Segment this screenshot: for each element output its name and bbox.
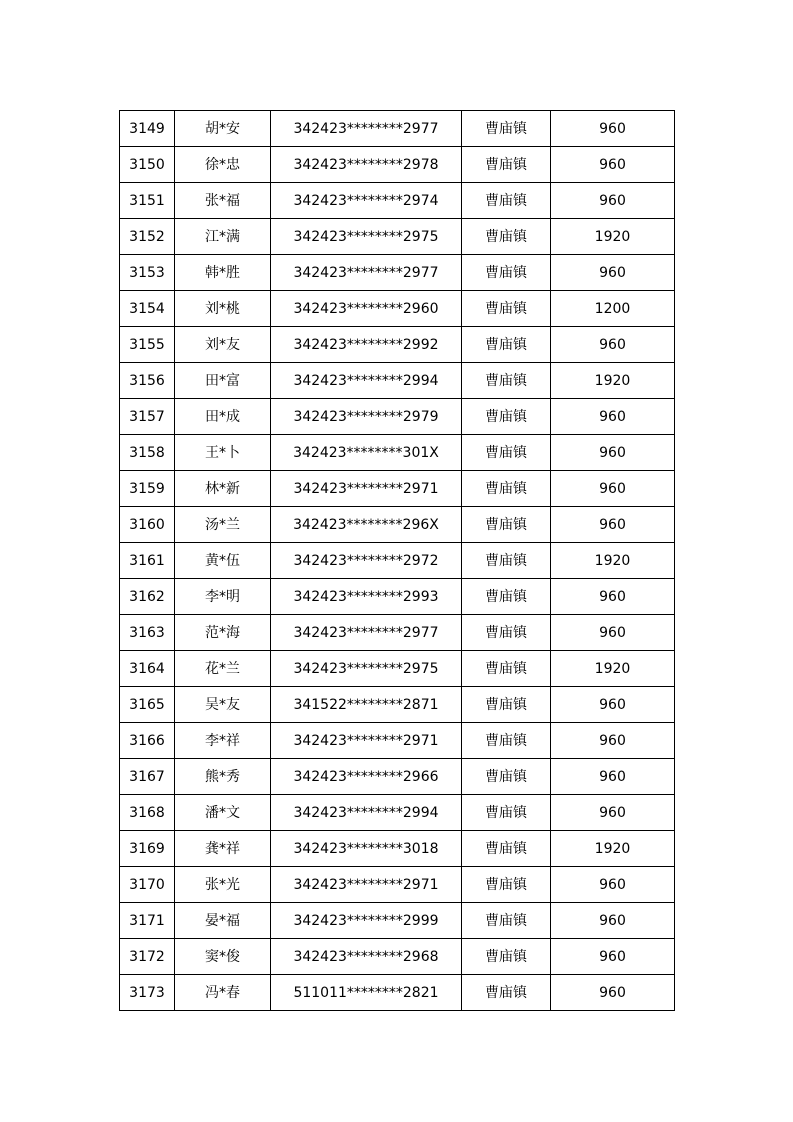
id-number-cell: 342423********3018 (271, 831, 462, 867)
table-row (120, 903, 675, 939)
row-number-cell: 3149 (120, 111, 175, 147)
town-cell: 曹庙镇 (462, 975, 551, 1011)
id-number-cell: 342423********2994 (271, 795, 462, 831)
name-cell: 潘*文 (175, 795, 271, 831)
name-cell: 林*新 (175, 471, 271, 507)
table-row (120, 615, 675, 651)
row-number-cell: 3167 (120, 759, 175, 795)
roster-table-body (120, 111, 675, 1011)
table-row (120, 291, 675, 327)
name-cell: 江*满 (175, 219, 271, 255)
town-cell: 曹庙镇 (462, 399, 551, 435)
id-number-cell: 342423********2978 (271, 147, 462, 183)
row-number-cell: 3151 (120, 183, 175, 219)
row-number-cell: 3162 (120, 579, 175, 615)
amount-cell: 960 (551, 759, 675, 795)
row-number-cell: 3161 (120, 543, 175, 579)
id-number-cell: 342423********2977 (271, 111, 462, 147)
id-number-cell: 342423********2971 (271, 723, 462, 759)
table-row (120, 219, 675, 255)
amount-cell: 960 (551, 147, 675, 183)
name-cell: 田*成 (175, 399, 271, 435)
amount-cell: 1200 (551, 291, 675, 327)
town-cell: 曹庙镇 (462, 111, 551, 147)
town-cell: 曹庙镇 (462, 435, 551, 471)
town-cell: 曹庙镇 (462, 939, 551, 975)
id-number-cell: 342423********301X (271, 435, 462, 471)
row-number-cell: 3166 (120, 723, 175, 759)
row-number-cell: 3170 (120, 867, 175, 903)
town-cell: 曹庙镇 (462, 579, 551, 615)
id-number-cell: 511011********2821 (271, 975, 462, 1011)
row-number-cell: 3160 (120, 507, 175, 543)
amount-cell: 960 (551, 975, 675, 1011)
id-number-cell: 342423********296X (271, 507, 462, 543)
amount-cell: 960 (551, 795, 675, 831)
amount-cell: 1920 (551, 363, 675, 399)
row-number-cell: 3169 (120, 831, 175, 867)
id-number-cell: 342423********2975 (271, 219, 462, 255)
id-number-cell: 342423********2977 (271, 255, 462, 291)
id-number-cell: 342423********2971 (271, 867, 462, 903)
name-cell: 吴*友 (175, 687, 271, 723)
table-row (120, 507, 675, 543)
town-cell: 曹庙镇 (462, 507, 551, 543)
name-cell: 黄*伍 (175, 543, 271, 579)
town-cell: 曹庙镇 (462, 831, 551, 867)
name-cell: 张*福 (175, 183, 271, 219)
town-cell: 曹庙镇 (462, 183, 551, 219)
table-row (120, 687, 675, 723)
id-number-cell: 342423********2975 (271, 651, 462, 687)
town-cell: 曹庙镇 (462, 903, 551, 939)
id-number-cell: 342423********2977 (271, 615, 462, 651)
table-row (120, 759, 675, 795)
id-number-cell: 342423********2999 (271, 903, 462, 939)
id-number-cell: 342423********2993 (271, 579, 462, 615)
amount-cell: 960 (551, 327, 675, 363)
amount-cell: 960 (551, 183, 675, 219)
row-number-cell: 3153 (120, 255, 175, 291)
row-number-cell: 3164 (120, 651, 175, 687)
row-number-cell: 3157 (120, 399, 175, 435)
id-number-cell: 342423********2974 (271, 183, 462, 219)
name-cell: 窦*俊 (175, 939, 271, 975)
amount-cell: 960 (551, 579, 675, 615)
row-number-cell: 3173 (120, 975, 175, 1011)
name-cell: 刘*友 (175, 327, 271, 363)
row-number-cell: 3168 (120, 795, 175, 831)
table-row (120, 147, 675, 183)
town-cell: 曹庙镇 (462, 723, 551, 759)
name-cell: 徐*忠 (175, 147, 271, 183)
table-row (120, 435, 675, 471)
amount-cell: 1920 (551, 651, 675, 687)
id-number-cell: 341522********2871 (271, 687, 462, 723)
name-cell: 胡*安 (175, 111, 271, 147)
subsidy-roster-table (119, 110, 675, 1011)
table-row (120, 975, 675, 1011)
table-row (120, 723, 675, 759)
id-number-cell: 342423********2968 (271, 939, 462, 975)
amount-cell: 1920 (551, 543, 675, 579)
row-number-cell: 3155 (120, 327, 175, 363)
amount-cell: 960 (551, 723, 675, 759)
table-row (120, 579, 675, 615)
amount-cell: 960 (551, 903, 675, 939)
name-cell: 李*祥 (175, 723, 271, 759)
amount-cell: 960 (551, 255, 675, 291)
name-cell: 冯*春 (175, 975, 271, 1011)
id-number-cell: 342423********2960 (271, 291, 462, 327)
name-cell: 李*明 (175, 579, 271, 615)
town-cell: 曹庙镇 (462, 795, 551, 831)
amount-cell: 960 (551, 111, 675, 147)
row-number-cell: 3154 (120, 291, 175, 327)
name-cell: 晏*福 (175, 903, 271, 939)
row-number-cell: 3152 (120, 219, 175, 255)
town-cell: 曹庙镇 (462, 363, 551, 399)
amount-cell: 960 (551, 435, 675, 471)
name-cell: 王*卜 (175, 435, 271, 471)
row-number-cell: 3163 (120, 615, 175, 651)
town-cell: 曹庙镇 (462, 255, 551, 291)
amount-cell: 960 (551, 687, 675, 723)
table-row (120, 831, 675, 867)
town-cell: 曹庙镇 (462, 615, 551, 651)
row-number-cell: 3156 (120, 363, 175, 399)
table-row (120, 795, 675, 831)
town-cell: 曹庙镇 (462, 759, 551, 795)
name-cell: 刘*桃 (175, 291, 271, 327)
row-number-cell: 3171 (120, 903, 175, 939)
table-row (120, 363, 675, 399)
name-cell: 熊*秀 (175, 759, 271, 795)
amount-cell: 1920 (551, 831, 675, 867)
table-row (120, 543, 675, 579)
amount-cell: 960 (551, 399, 675, 435)
table-row (120, 111, 675, 147)
name-cell: 花*兰 (175, 651, 271, 687)
table-row (120, 867, 675, 903)
table-row (120, 939, 675, 975)
name-cell: 范*海 (175, 615, 271, 651)
row-number-cell: 3150 (120, 147, 175, 183)
amount-cell: 960 (551, 507, 675, 543)
town-cell: 曹庙镇 (462, 867, 551, 903)
id-number-cell: 342423********2971 (271, 471, 462, 507)
town-cell: 曹庙镇 (462, 543, 551, 579)
row-number-cell: 3158 (120, 435, 175, 471)
id-number-cell: 342423********2972 (271, 543, 462, 579)
row-number-cell: 3159 (120, 471, 175, 507)
town-cell: 曹庙镇 (462, 327, 551, 363)
row-number-cell: 3172 (120, 939, 175, 975)
town-cell: 曹庙镇 (462, 147, 551, 183)
id-number-cell: 342423********2992 (271, 327, 462, 363)
id-number-cell: 342423********2966 (271, 759, 462, 795)
name-cell: 韩*胜 (175, 255, 271, 291)
town-cell: 曹庙镇 (462, 651, 551, 687)
town-cell: 曹庙镇 (462, 219, 551, 255)
amount-cell: 960 (551, 615, 675, 651)
id-number-cell: 342423********2979 (271, 399, 462, 435)
name-cell: 龚*祥 (175, 831, 271, 867)
town-cell: 曹庙镇 (462, 291, 551, 327)
town-cell: 曹庙镇 (462, 687, 551, 723)
table-row (120, 651, 675, 687)
name-cell: 田*富 (175, 363, 271, 399)
table-row (120, 183, 675, 219)
table-row (120, 255, 675, 291)
table-row (120, 471, 675, 507)
table-row (120, 399, 675, 435)
name-cell: 张*光 (175, 867, 271, 903)
amount-cell: 960 (551, 471, 675, 507)
row-number-cell: 3165 (120, 687, 175, 723)
amount-cell: 960 (551, 867, 675, 903)
town-cell: 曹庙镇 (462, 471, 551, 507)
amount-cell: 1920 (551, 219, 675, 255)
amount-cell: 960 (551, 939, 675, 975)
name-cell: 汤*兰 (175, 507, 271, 543)
id-number-cell: 342423********2994 (271, 363, 462, 399)
table-row (120, 327, 675, 363)
